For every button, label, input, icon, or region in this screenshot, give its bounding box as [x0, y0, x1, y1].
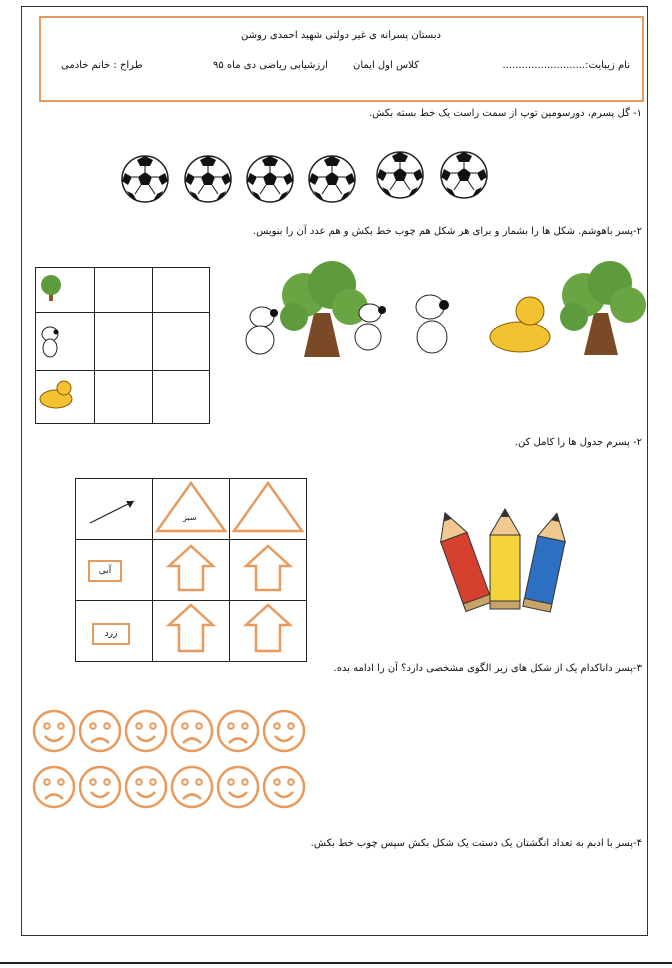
designer-name: طراح : خانم خادمی [61, 60, 143, 71]
arrow-icon [76, 479, 152, 535]
tree-icon [36, 273, 66, 303]
triangle-icon [230, 479, 306, 535]
question-5-text: ۴-پسر با ادبم به تعداد انگشتان یک دستت یک شکل بکش سپس چوب خط بکش. [310, 838, 642, 849]
student-name-field[interactable]: نام زیبایت:.......................... [502, 60, 630, 71]
tree-icon [280, 261, 368, 357]
ball-icon [247, 156, 293, 202]
dog-icon [246, 307, 278, 354]
count-table [35, 267, 210, 424]
dog-icon [36, 320, 66, 360]
shapes-picture [232, 255, 647, 360]
sad-face-icon [34, 767, 74, 807]
house-cell [153, 601, 230, 662]
sad-face-icon [172, 767, 212, 807]
triangle-cell [153, 479, 230, 540]
happy-face-icon [126, 711, 166, 751]
answer-cell[interactable] [152, 371, 210, 424]
faces-pattern [30, 705, 320, 815]
blue-label-cell[interactable] [76, 540, 153, 601]
ball-icon [185, 156, 231, 202]
bottom-rule [0, 962, 672, 964]
soccer-balls [110, 145, 500, 215]
happy-face-icon [34, 711, 74, 751]
happy-face-icon [264, 711, 304, 751]
class-name: کلاس اول ایمان [353, 60, 419, 71]
pattern-table [75, 478, 307, 662]
answer-cell[interactable] [95, 371, 153, 424]
ball-icon [122, 156, 168, 202]
header-box [39, 16, 644, 102]
house-icon [153, 540, 229, 596]
pencils-icon [420, 505, 585, 620]
school-name: دبستان پسرانه ی غیر دولتی شهید احمدی روشن [241, 30, 441, 41]
cat-cell [36, 371, 95, 424]
blue-label: آبی [88, 560, 122, 582]
house-cell [230, 540, 307, 601]
cat-icon [490, 297, 550, 352]
triangle-cell [230, 479, 307, 540]
happy-face-icon [80, 767, 120, 807]
question-2-text: ۲-پسر باهوشم. شکل ها را بشمار و برای هر شکل هم چوب خط بکش و هم عدد آن را بنویس. [252, 226, 642, 237]
yellow-label: زرد [92, 623, 130, 645]
question-1-text: ۱- گل پسرم، دورسومین توپ از سمت راست یک خط بسته بکش. [368, 108, 642, 119]
dog-icon [355, 304, 386, 350]
happy-face-icon [126, 767, 166, 807]
happy-face-icon [264, 767, 304, 807]
house-icon [230, 540, 306, 596]
question-4-text: ۳-پسر داناکدام یک از شکل های زیر الگوی مشخصی دارد؟ آن را ادامه بده. [333, 663, 642, 674]
dog-cell [36, 313, 95, 371]
house-cell [230, 601, 307, 662]
answer-cell[interactable] [152, 268, 210, 313]
dog-icon [416, 295, 449, 353]
house-cell [153, 540, 230, 601]
sad-face-icon [172, 711, 212, 751]
house-icon [153, 601, 229, 657]
question-3-text: ۲- پسرم جدول ها را کامل کن. [514, 437, 642, 448]
ball-icon [441, 152, 487, 198]
cat-icon [36, 377, 74, 413]
ball-icon [309, 156, 355, 202]
tree-icon [560, 261, 646, 355]
answer-cell[interactable] [152, 313, 210, 371]
triangle-icon [153, 479, 229, 535]
ball-icon [377, 152, 423, 198]
arrow-cell[interactable] [76, 479, 153, 540]
happy-face-icon [218, 767, 258, 807]
sad-face-icon [80, 711, 120, 751]
answer-cell[interactable] [95, 268, 153, 313]
answer-cell[interactable] [95, 313, 153, 371]
yellow-label-cell[interactable] [76, 601, 153, 662]
triangle-color-label: سبز [183, 513, 197, 522]
tree-cell [36, 268, 95, 313]
house-icon [230, 601, 306, 657]
sad-face-icon [218, 711, 258, 751]
exam-title: ارزشیابی ریاضی دی ماه ۹۵ [213, 60, 328, 71]
